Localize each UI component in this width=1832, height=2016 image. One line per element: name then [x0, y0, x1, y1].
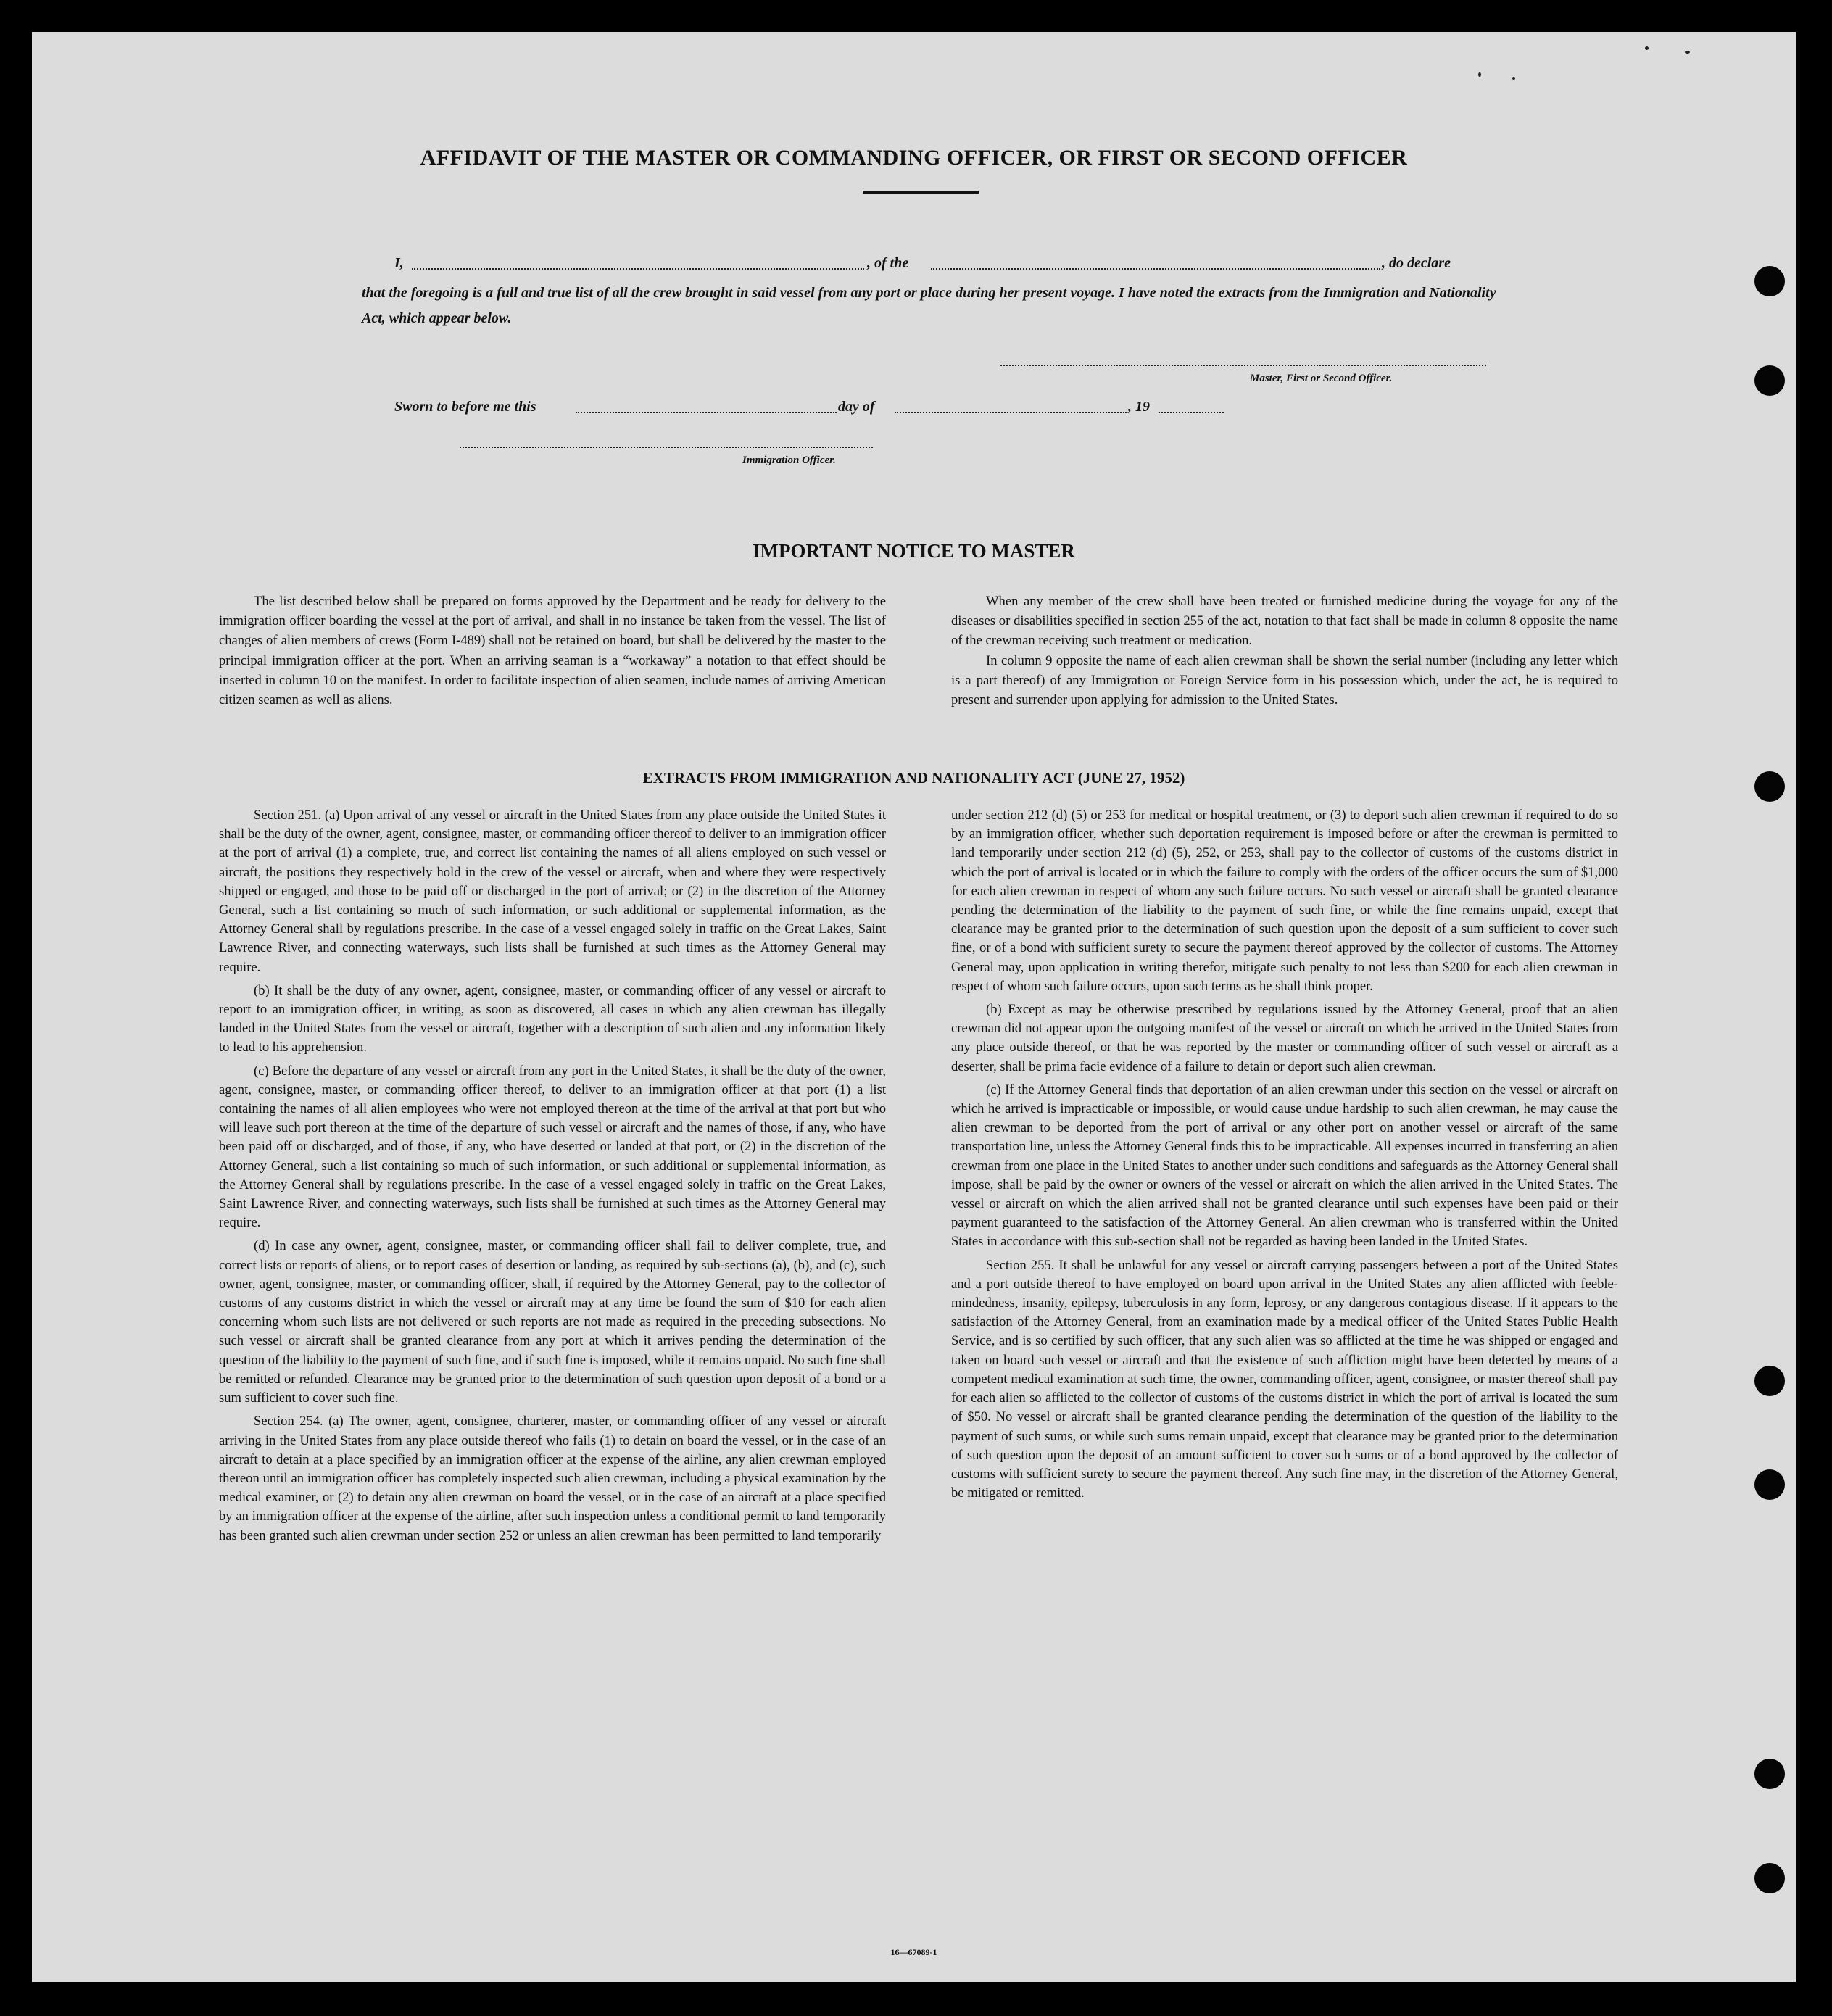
- extract-paragraph: (c) Before the departure of any vessel or aircraft from any port in the United States, it shall be the duty of the owner, agent, consignee, master, or commanding officer thereof, to deliver to an immigration officer at that port (1) a list containing the names of all alien employees who were not employed thereon at the time of the arrival at that port but who will leave such port thereon at the time of the departure of such vessel or aircraft and the names of those, if any, who have been paid off or discharged, and of those, if any, who have deserted or landed at that port, or (2) in the discretion of the Attorney General, such a list containing so much of such information, or such additional or supplemental information, as the Attorney General shall by regulations prescribe. In the case of a vessel engaged solely in traffic on the Great Lakes, Saint Lawrence River, and connecting waterways, such lists shall be furnished at such times as the Attorney General may require.: [219, 1063, 886, 1231]
- extract-paragraph: under section 212 (d) (5) or 253 for medical or hospital treatment, or (3) to deport such alien crewman if required to do so by an immigration officer, whether such deportation requirement is imposed before or after the crewman is permitted to land temporarily under section 212 (d) (5), 252, or 253, shall pay to the collector of customs of the customs district in which the port of arrival is located or in which the failure to comply with the orders of the officer occurs the sum of $1,000 for each alien crewman in respect of whom any such failure occurs. No such vessel or aircraft shall be granted clearance pending the determination of the liability to the payment of such fine, or while the fine remains unpaid, except that clearance may be granted prior to the determination of such question upon the deposit of a sum sufficient to cover such fine, or of a bond with sufficient surety to secure the payment thereof approved by the collector of customs. The Attorney General may, upon application in writing therefor, mitigate such penalty to not less than $200 for each alien crewman in respect of whom such failure occurs, upon such terms as he shall think proper.: [951, 808, 1618, 994]
- day-of-label: day of: [838, 399, 875, 415]
- form-number: 16—67089-1: [890, 1947, 937, 1957]
- year-label: , 19: [1128, 399, 1150, 415]
- scan-speck: [1645, 46, 1649, 50]
- master-signature-caption: Master, First or Second Officer.: [1250, 373, 1393, 384]
- declaration-line: [394, 255, 1522, 277]
- sworn-prefix: Sworn to before me this: [394, 399, 536, 415]
- notice-right-column: [951, 592, 1618, 710]
- do-declare-label: , do declare: [1382, 255, 1451, 271]
- scan-speck: [1478, 72, 1481, 77]
- notice-left-column: [219, 592, 886, 710]
- extracts-left-column: [219, 806, 886, 1550]
- binder-hole: [1754, 1863, 1785, 1893]
- binder-hole: [1754, 266, 1785, 296]
- sworn-line: [394, 399, 1264, 420]
- sworn-day-field[interactable]: [576, 399, 837, 413]
- officer-signature-caption: Immigration Officer.: [742, 455, 836, 466]
- extract-paragraph: (b) It shall be the duty of any owner, agent, consignee, master, or commanding officer of any vessel or aircraft to report to an immigration officer, in writing, as soon as discovered, all cases in which any alien crewman has illegally landed in the United States from the vessel or aircraft, together with a description of such alien and any information likely to lead to his apprehension.: [219, 982, 886, 1055]
- affidavit-statement: that the foregoing is a full and true list of all the crew brought in said vessel from any port or place during her present voyage. I have noted the extracts from the Immigration and Nationality Act, which appear below.: [362, 285, 1496, 326]
- sworn-month-field[interactable]: [895, 399, 1127, 413]
- extract-paragraph: Section 254. (a) The owner, agent, consignee, charterer, master, or commanding officer of any vessel or aircraft arriving in the United States from any place outside thereof who fails (1) to detain on board the vessel, or in the case of an aircraft to detain at a place specified by an immigration officer at the expense of the airline, any alien crewman employed thereon until an immigration officer has completely inspected such alien crewman, including a physical examination by the medical examiner, or (2) to detain any alien crewman on board the vessel, or in the case of an aircraft at a place specified by an immigration officer at the expense of the airline, after such inspection unless a conditional permit to land temporarily has been granted such alien crewman under section 252 or unless an alien crewman has been permitted to land temporarily: [219, 1414, 886, 1543]
- extracts-title: EXTRACTS FROM IMMIGRATION AND NATIONALITY ACT (JUNE 27, 1952): [642, 769, 1185, 787]
- vessel-name-field[interactable]: [931, 255, 1380, 270]
- extract-paragraph: (d) In case any owner, agent, consignee, master, or commanding officer shall fail to deliver complete, true, and correct lists or reports of aliens, or to report cases of desertion or landing, as required by sub-sections (a), (b), and (c), such owner, agent, consignee, master, or commanding officer, shall, if required by the Attorney General, pay to the collector of customs of any customs district in which the vessel or aircraft may at any time be found the sum of $10 for each alien concerning whom such lists are not delivered or such reports are not made as required in the preceding subsections. No such vessel or aircraft shall be granted clearance from any port at which it arrives pending the determination of the question of the liability to the payment of such fine, and if such fine is imposed, while it remains unpaid. No such fine shall be remitted or refunded. Clearance may be granted prior to the determination of such question upon deposit of a bond or a sum sufficient to cover such fine.: [219, 1238, 886, 1406]
- officer-signature-field[interactable]: [460, 434, 873, 448]
- sworn-year-field[interactable]: [1159, 399, 1224, 413]
- declarant-name-field[interactable]: [412, 255, 864, 270]
- binder-hole: [1754, 1366, 1785, 1396]
- extract-paragraph: (b) Except as may be otherwise prescribed by regulations issued by the Attorney General, proof that an alien crewman did not appear upon the outgoing manifest of the vessel or aircraft on which he arrived in the United States from any place outside thereof, or that he was reported by the master or commanding officer of such vessel or aircraft as a deserter, shall be prima facie evidence of a failure to detain or deport such alien crewman.: [951, 1002, 1618, 1074]
- extract-paragraph: Section 251. (a) Upon arrival of any vessel or aircraft in the United States from any place outside the United States it shall be the duty of the owner, agent, consignee, master, or commanding officer thereof to deliver to an immigration officer at the port of arrival (1) a complete, true, and correct list containing the names of all aliens employed on such vessel or aircraft, the positions they respectively hold in the crew of the vessel or aircraft, when and where they were respectively shipped or engaged, and those to be paid off or discharged in the port of arrival; or (2) in the discretion of the Attorney General, such a list containing so much of such information, or such additional or supplemental information, as the Attorney General shall by regulations prescribe. In the case of a vessel engaged solely in traffic on the Great Lakes, Saint Lawrence River, and connecting waterways, such lists shall be furnished at such times as the Attorney General may require.: [219, 808, 886, 975]
- scan-speck: [1685, 51, 1690, 54]
- affidavit-title: AFFIDAVIT OF THE MASTER OR COMMANDING OFFICER, OR FIRST OR SECOND OFFICER: [420, 146, 1408, 170]
- notice-paragraph: When any member of the crew shall have been treated or furnished medicine during the voyage for any of the diseases or disabilities specified in section 255 of the act, notation to that fact shall be made in column 8 opposite the name of the crewman receiving such treatment or medication.: [951, 594, 1618, 649]
- binder-hole: [1754, 1759, 1785, 1789]
- notice-title: IMPORTANT NOTICE TO MASTER: [753, 540, 1075, 562]
- form-page: [32, 32, 1796, 1982]
- binder-hole: [1754, 365, 1785, 396]
- notice-paragraph: The list described below shall be prepared on forms approved by the Department and be ready for delivery to the immigration officer boarding the vessel at the port of arrival, and shall in no instance be taken from the vessel. The list of changes of alien members of crews (Form I-489) shall not be retained on board, but shall be delivered by the master to the principal immigration officer at the port. When an arriving seaman is a “workaway” a notation to that effect should be inserted in column 10 on the manifest. In order to facilitate inspection of alien seamen, include names of arriving American citizen seamen as well as aliens.: [219, 594, 886, 708]
- extracts-right-column: [951, 806, 1618, 1507]
- extract-paragraph: Section 255. It shall be unlawful for any vessel or aircraft carrying passengers between a port of the United States and a port outside thereof to have employed on board upon arrival in the United States any alien afflicted with feeble-mindedness, insanity, epilepsy, tuberculosis in any form, leprosy, or any dangerous contagious disease. If it appears to the satisfaction of the Attorney General, from an examination made by a medical officer of the United States Public Health Service, and is so certified by such officer, that any such alien was so afflicted at the time he was shipped or engaged and taken on board such vessel or aircraft and that the existence of such affliction might have been detected by means of a competent medical examination at such time, the owner, commanding officer, agent, consignee, or master thereof shall pay for each alien so afflicted to the collector of customs of the customs district in which the port of arrival is located the sum of $50. No vessel or aircraft shall be granted clearance pending the determination of the question of the liability to the payment of such sums, or while such sums remain unpaid, except that clearance may be granted prior to the determination of such question upon the deposit of an amount sufficient to cover such sums or of a bond approved by the collector of customs with sufficient surety to secure the payment thereof. Any such fine may, in the discretion of the Attorney General, be mitigated or remitted.: [951, 1257, 1618, 1501]
- master-signature-field[interactable]: [1000, 352, 1486, 366]
- of-the-label: , of the: [867, 255, 909, 271]
- extract-paragraph: (c) If the Attorney General finds that deportation of an alien crewman under this section on the vessel or aircraft on which he arrived is impracticable or impossible, or would cause undue hardship to such alien crewman, he may cause the alien crewman to be deported from the port of arrival or any other port on another vessel or aircraft of the same transportation line, unless the Attorney General finds this to be impracticable. All expenses incurred in transferring an alien crewman from one place in the United States to another under such conditions and safeguards as the Attorney General shall impose, shall be paid by the owner or owners of the vessel or aircraft on which the alien arrived in the United States. The vessel or aircraft on which the alien arrived shall not be granted clearance until such expenses have been paid or their payment guaranteed to the satisfaction of the Attorney General. An alien crewman who is transferred within the United States in accordance with this sub-section shall not be regarded as having been landed in the United States.: [951, 1082, 1618, 1250]
- title-underline: [863, 191, 979, 194]
- declarant-prefix: I,: [394, 255, 404, 271]
- notice-paragraph: In column 9 opposite the name of each alien crewman shall be shown the serial number (including any letter which is a part thereof) of any Immigration or Foreign Service form in his possession which, under the act, he is required to present and surrender upon applying for admission to the United States.: [951, 652, 1618, 708]
- scan-speck: [1512, 77, 1515, 80]
- binder-hole: [1754, 1469, 1785, 1500]
